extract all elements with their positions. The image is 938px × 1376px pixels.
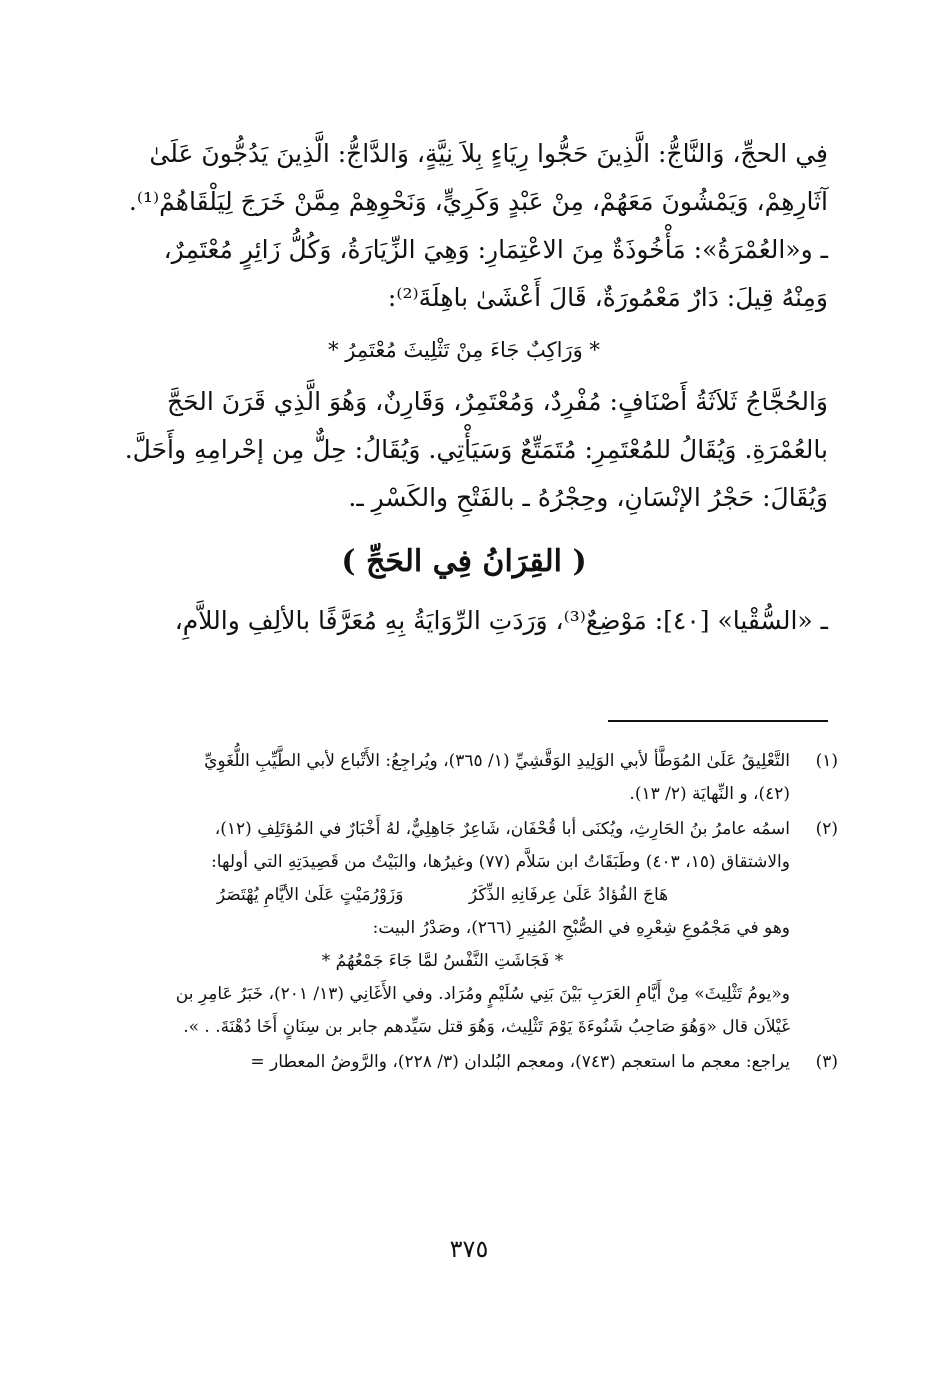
footnote-separator [608, 720, 828, 722]
verse-first-hemistich: هَاجَ الفُؤادُ عَلَىٰ عِرفَانِهِ الذِّكَرُ [468, 885, 669, 905]
paragraph-pilgrims [100, 378, 828, 522]
footnote-number: (٣) [815, 1052, 838, 1072]
text-line: بالعُمْرَةِ. وَيُقَالُ للمُعْتَمِرِ: مُتَمَتِّعٌ وَسَيَأْتِي. وَيُقَالُ: حِلٌّ مِن إحْرامِهِ وأَحَلَّ. [124, 435, 828, 464]
footnote-1 [95, 745, 838, 811]
paragraph-umrah [100, 226, 828, 322]
footnote-body [95, 745, 790, 811]
footnote-line: و«يومُ تَثْلِيثَ» مِنْ أَيَّامِ العَرَبِ بَيْنَ بَنِي سُلَيْمٍ ومُرَاد. وفي الأَغَانِي (١٣/ ٢٠١)، خَبَرُ عَامِرِ بن [175, 984, 790, 1004]
verse-second-hemistich: وَزَوْرُمَيْتٍ عَلَىٰ الأيَّامِ يُهْتَصَرُ [216, 885, 404, 905]
footnote-line: غَيْلاَن قال «وَهُوَ صَاحِبُ شَنُوءَةَ يَوْمَ تَثْلِيث، وَهُوَ قتل سَيِّدهم جابر بن سِنَانٍ أَخَا دُهْنَةَ. . ». [183, 1017, 790, 1037]
footnote-body [95, 1046, 790, 1079]
footnote-2 [95, 813, 838, 1044]
text-line: وَمِنْهُ قِيلَ: دَارٌ مَعْمُورَةٌ، قَالَ أَعْشَىٰ باهِلَةَ⁽²⁾: [387, 283, 828, 312]
footnote-line: وهو في مَجْمُوعِ شِعْرِهِ في الصُّبْحِ المُنِيرِ (٢٦٦)، وصَدْرُ البيت: [372, 918, 790, 938]
footnote-line: يراجع: معجم ما استعجم (٧٤٣)، ومعجم البُلدان (٣/ ٢٢٨)، والرَّوضُ المعطار = [250, 1052, 790, 1072]
text-line: فِي الحجِّ، وَالنَّاجُّ: الَّذِينَ حَجُّوا رِيَاءٍ بِلاَ نِيَّةٍ، وَالدَّاجُّ: الَّذِينَ يَدُجُّونَ عَلَىٰ [149, 139, 828, 168]
text-line: آثَارِهِمْ، وَيَمْشُونَ مَعَهُمْ، مِنْ عَبْدٍ وَكَرِيٍّ، وَنَحْوِهِمْ مِمَّنْ خَرَجَ لِيَلْقَاهُمْ⁽¹⁾. [128, 187, 828, 216]
main-text [100, 130, 828, 645]
page-number: ٣٧٥ [449, 1235, 489, 1263]
footnote-line: التَّعْلِيقُ عَلَىٰ المُوَطَّأ لأبي الوَلِيدِ الوَقَّشِيِّ (١/ ٣٦٥)، ويُراجِعُ: الأَتْباع لأبي الطَّيِّبِ اللُّغَوِيِّ [204, 751, 790, 771]
footnote-number: (٢) [815, 819, 838, 839]
footnote-number: (١) [815, 751, 838, 771]
footnote-verse [95, 879, 790, 912]
text-line: وَيُقَالَ: حَجْرُ الإنْسَانِ، وحِجْرُهُ ـ بالفَتْحِ والكَسْرِ ـ. [348, 483, 828, 512]
footnote-3 [95, 1046, 838, 1079]
footnote-line: والاشتقاق (١٥، ٤٠٣) وطَبَقَاتُ ابن سَلاَّم (٧٧) وغيرُها، والبَيْتُ من قَصِيدَتِهِ التي أولها: [211, 852, 790, 872]
footnote-body [95, 813, 790, 1044]
paragraph-suqya: ـ «السُّقْيا» [٤٠]: مَوْضِعٌ⁽³⁾، وَرَدَتِ الرِّوَايَةُ بِهِ مُعَرَّفًا بالألِفِ واللاَّمِ، [174, 606, 828, 635]
footnote-line: اسمُه عامرُ بنُ الحَارِثِ، ويُكنَى أبا قُحْفَان، شَاعِرٌ جَاهِلِيٌّ، لهُ أَخْبَارٌ في المُؤتَلِفِ (١٢)، [214, 819, 790, 839]
paragraph-hajj-terms [100, 130, 828, 226]
poetry-verse: * وَرَاكِبٌ جَاءَ مِنْ تَثْلِيثَ مُعْتَمِرُ * [328, 338, 600, 362]
footnotes [95, 745, 838, 1081]
text-line: ـ و«العُمْرَةُ»: مَأْخُوذَةٌ مِنَ الاعْتِمَارِ: وَهِيَ الزِّيَارَةُ، وَكُلُّ زَائِرٍ مُعْتَمِرٌ، [163, 235, 828, 264]
text-line: وَالحُجَّاجُ ثَلاَثَةُ أَصْنَافٍ: مُفْرِدٌ، وَمُعْتَمِرٌ، وَقَارِنٌ، وَهُوَ الَّذِي قَرَنَ الحَجَّ [166, 387, 828, 416]
footnote-half-verse: * فَجَاشَتِ النَّفْسُ لمَّا جَاءَ جَمْعُهُمُ * [321, 951, 564, 971]
footnote-line: (٤٢)، و النِّهايَة (٢/ ١٣). [629, 784, 790, 804]
section-heading: ( القِرَانُ فِي الحَجِّ ) [341, 544, 587, 579]
